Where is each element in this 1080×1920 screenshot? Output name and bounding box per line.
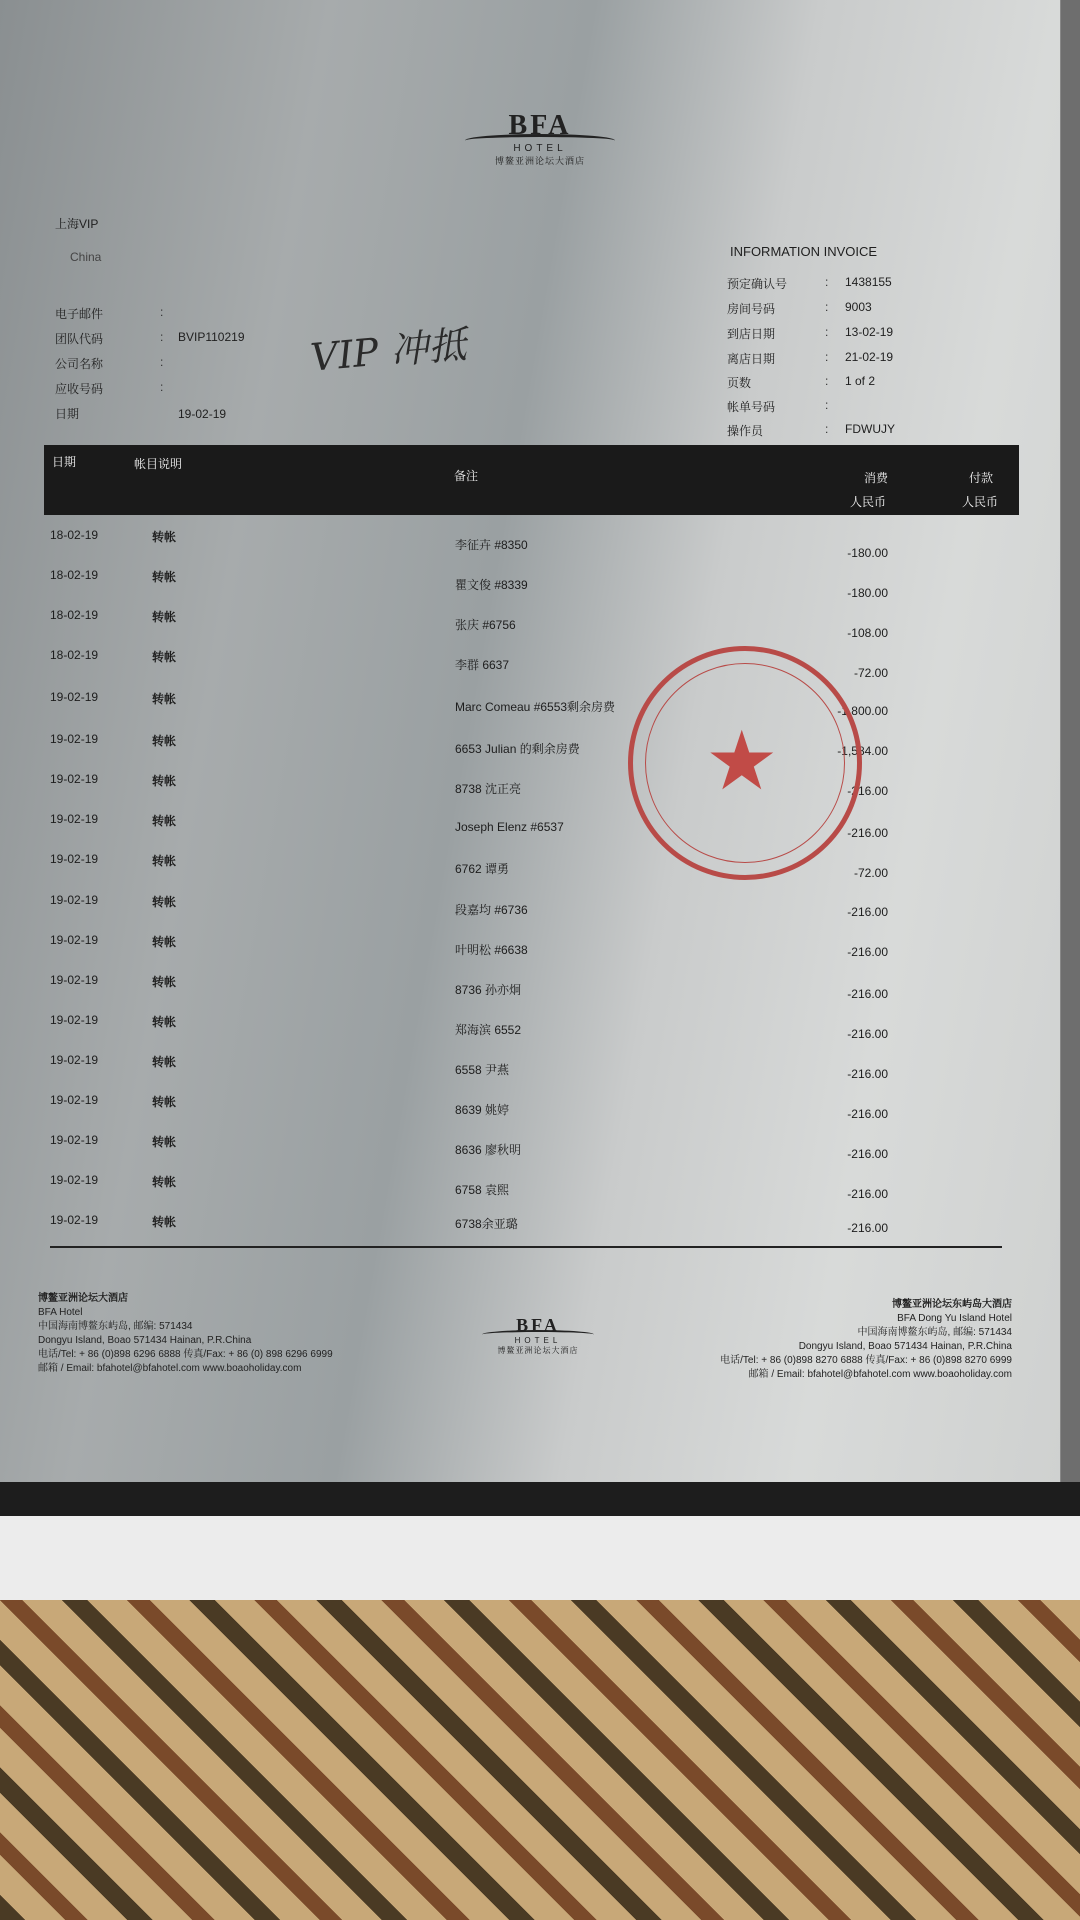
row-date: 19-02-19: [50, 690, 99, 704]
col-charge-currency: 人民币: [850, 495, 887, 509]
row-desc: 转帐: [152, 1095, 177, 1109]
row-date: 19-02-19: [50, 1213, 99, 1227]
invoice-field-label: 帐单号码: [727, 400, 776, 414]
row-remark: 8639 姚婷: [455, 1103, 510, 1117]
row-desc: 转帐: [152, 1055, 177, 1069]
table-bottom-rule: [50, 1246, 1002, 1248]
invoice-field-colon: :: [825, 374, 829, 388]
field-value: 19-02-19: [178, 407, 227, 421]
row-amount: -216.00: [847, 1067, 888, 1081]
invoice-field-value: 21-02-19: [845, 350, 894, 364]
row-amount: -180.00: [847, 546, 888, 560]
row-desc: 转帐: [152, 975, 177, 989]
row-desc: 转帐: [152, 814, 177, 828]
row-date: 18-02-19: [50, 648, 99, 662]
table-row: [0, 1053, 1060, 1093]
row-remark: 8736 孙亦炯: [455, 983, 522, 997]
invoice-field-label: 预定确认号: [727, 277, 788, 291]
col-payment-currency: 人民币: [962, 495, 999, 509]
footer-left-line: 博鳌亚洲论坛大酒店: [38, 1293, 128, 1304]
footer-right-line: 博鳌亚洲论坛东屿岛大酒店: [892, 1299, 1012, 1310]
row-remark: 李征卉 #8350: [455, 538, 528, 552]
row-remark: 6558 尹燕: [455, 1063, 510, 1077]
invoice-field-colon: :: [825, 300, 829, 314]
row-amount: -180.00: [847, 586, 888, 600]
row-amount: -216.00: [847, 1187, 888, 1201]
hotel-logo: [455, 112, 625, 167]
footer-logo-cn: 博鳌亚洲论坛大酒店: [497, 1346, 579, 1355]
logo-cn: 博鳌亚洲论坛大酒店: [494, 156, 585, 166]
field-colon: :: [160, 380, 164, 394]
company-seal: [628, 646, 862, 880]
row-remark: 8738 沈正亮: [455, 782, 522, 796]
table-row: [0, 893, 1060, 933]
footer-left-line: 电话/Tel: + 86 (0)898 6296 6888 传真/Fax: + 86 (0) 898 6296 6999: [38, 1349, 333, 1360]
row-date: 19-02-19: [50, 1013, 99, 1027]
row-date: 19-02-19: [50, 1133, 99, 1147]
carpet-background: [0, 1600, 1080, 1920]
footer-left-line: 中国海南博鳌东屿岛, 邮编: 571434: [38, 1321, 193, 1332]
footer-right-line: 电话/Tel: + 86 (0)898 8270 6888 传真/Fax: + 86 (0)898 8270 6999: [720, 1355, 1012, 1366]
footer-right: [720, 1298, 1012, 1382]
row-amount: -1,800.00: [837, 704, 888, 718]
row-date: 19-02-19: [50, 1093, 99, 1107]
row-desc: 转帐: [152, 650, 177, 664]
row-desc: 转帐: [152, 1215, 177, 1229]
row-amount: -216.00: [847, 1027, 888, 1041]
table-row: [0, 973, 1060, 1013]
table-row: [0, 933, 1060, 973]
row-date: 19-02-19: [50, 732, 99, 746]
row-date: 19-02-19: [50, 812, 99, 826]
table-row: [0, 812, 1060, 852]
row-remark: 李群 6637: [455, 658, 510, 672]
invoice-field-label: 离店日期: [727, 352, 776, 366]
invoice-field-value: 1 of 2: [845, 374, 876, 388]
row-desc: 转帐: [152, 854, 177, 868]
field-label: 团队代码: [55, 332, 104, 346]
row-date: 19-02-19: [50, 1173, 99, 1187]
table-row: [0, 1133, 1060, 1173]
row-remark: 6738余亚璐: [455, 1217, 518, 1231]
row-remark: 段嘉均 #6736: [455, 903, 528, 917]
footer-left-line: 邮箱 / Email: bfahotel@bfahotel.com www.boaoholiday.com: [38, 1363, 302, 1374]
row-desc: 转帐: [152, 1015, 177, 1029]
row-desc: 转帐: [152, 1135, 177, 1149]
table-row: [0, 690, 1060, 730]
footer-right-line: BFA Dong Yu Island Hotel: [897, 1313, 1012, 1324]
table-row: [0, 1013, 1060, 1053]
table-header: [44, 445, 1019, 515]
row-amount: -216.00: [847, 1221, 888, 1235]
row-desc: 转帐: [152, 734, 177, 748]
logo-mark: BFA: [508, 110, 572, 141]
row-remark: 瞿文俊 #8339: [455, 578, 528, 592]
logo-sub: HOTEL: [513, 143, 567, 154]
row-desc: 转帐: [152, 570, 177, 584]
row-date: 19-02-19: [50, 1053, 99, 1067]
footer-logo: [478, 1316, 598, 1356]
footer-left-line: Dongyu Island, Boao 571434 Hainan, P.R.China: [38, 1335, 252, 1346]
row-desc: 转帐: [152, 692, 177, 706]
row-date: 19-02-19: [50, 772, 99, 786]
row-desc: 转帐: [152, 895, 177, 909]
invoice-field-colon: :: [825, 350, 829, 364]
row-date: 18-02-19: [50, 568, 99, 582]
handwritten-note: VIP 冲抵: [308, 322, 469, 380]
col-charge-header: 消费: [864, 471, 889, 485]
row-date: 19-02-19: [50, 973, 99, 987]
row-amount: -216.00: [847, 784, 888, 798]
row-date: 18-02-19: [50, 528, 99, 542]
invoice-field-colon: :: [825, 325, 829, 339]
row-remark: 6758 袁熙: [455, 1183, 510, 1197]
row-remark: Joseph Elenz #6537: [455, 820, 564, 834]
underlying-sheet: [0, 1516, 1080, 1600]
row-amount: -1,584.00: [837, 744, 888, 758]
field-label: 公司名称: [55, 357, 104, 371]
row-amount: -216.00: [847, 1107, 888, 1121]
row-amount: -216.00: [847, 905, 888, 919]
col-payment-header: 付款: [969, 471, 994, 485]
table-row: [0, 852, 1060, 892]
row-remark: 6762 谭勇: [455, 862, 510, 876]
paper-shadow: [0, 1482, 1080, 1516]
row-date: 19-02-19: [50, 852, 99, 866]
footer-left-line: BFA Hotel: [38, 1307, 83, 1318]
invoice-field-value: 9003: [845, 300, 872, 314]
row-remark: 8636 廖秋明: [455, 1143, 522, 1157]
row-amount: -216.00: [847, 826, 888, 840]
row-amount: -108.00: [847, 626, 888, 640]
footer-right-line: 邮箱 / Email: bfahotel@bfahotel.com www.boaoholiday.com: [748, 1369, 1012, 1380]
table-row: [0, 1173, 1060, 1213]
field-label: 电子邮件: [55, 307, 104, 321]
row-remark: 张庆 #6756: [455, 618, 516, 632]
table-row: [0, 568, 1060, 608]
field-label: 日期: [55, 407, 80, 421]
invoice-field-label: 页数: [727, 376, 752, 390]
footer-logo-sub: HOTEL: [514, 1336, 562, 1345]
invoice-field-colon: :: [825, 275, 829, 289]
row-remark: 郑海滨 6552: [455, 1023, 522, 1037]
table-row: [0, 732, 1060, 772]
footer-right-line: Dongyu Island, Boao 571434 Hainan, P.R.China: [798, 1341, 1012, 1352]
row-remark: Marc Comeau #6553剩余房费: [455, 700, 616, 714]
field-colon: :: [160, 305, 164, 319]
invoice-field-label: 操作员: [727, 424, 764, 438]
row-date: 18-02-19: [50, 608, 99, 622]
footer-left: [38, 1292, 333, 1376]
field-label: 应收号码: [55, 382, 104, 396]
row-desc: 转帐: [152, 610, 177, 624]
guest-name: 上海VIP: [55, 217, 99, 231]
row-remark: 6653 Julian 的剩余房费: [455, 742, 580, 756]
invoice-field-value: 1438155: [845, 275, 892, 289]
row-amount: -216.00: [847, 945, 888, 959]
row-amount: -72.00: [853, 666, 888, 680]
invoice-title: INFORMATION INVOICE: [730, 244, 878, 259]
table-row: [0, 608, 1060, 648]
field-colon: :: [160, 330, 164, 344]
invoice-field-value: FDWUJY: [845, 422, 895, 436]
row-desc: 转帐: [152, 935, 177, 949]
table-row: [0, 1093, 1060, 1133]
invoice-field-label: 房间号码: [727, 302, 776, 316]
row-date: 19-02-19: [50, 893, 99, 907]
row-desc: 转帐: [152, 1175, 177, 1189]
invoice-field-colon: :: [825, 398, 829, 412]
table-row: [0, 528, 1060, 568]
row-desc: 转帐: [152, 530, 177, 544]
row-amount: -216.00: [847, 987, 888, 1001]
field-colon: :: [160, 355, 164, 369]
invoice-field-value: 13-02-19: [845, 325, 894, 339]
row-date: 19-02-19: [50, 933, 99, 947]
guest-country: China: [70, 250, 102, 264]
footer-right-line: 中国海南博鳌东屿岛, 邮编: 571434: [857, 1327, 1012, 1338]
footer-logo-mark: BFA: [516, 1315, 560, 1335]
table-row: [0, 648, 1060, 688]
invoice-field-colon: :: [825, 422, 829, 436]
row-amount: -72.00: [853, 866, 888, 880]
table-row: [0, 772, 1060, 812]
row-remark: 叶明松 #6638: [455, 943, 528, 957]
invoice-field-label: 到店日期: [727, 327, 776, 341]
seal-star-icon: ★: [705, 716, 779, 807]
row-amount: -216.00: [847, 1147, 888, 1161]
row-desc: 转帐: [152, 774, 177, 788]
col-date-header: 日期: [52, 455, 77, 469]
col-desc-header: 帐目说明: [134, 457, 183, 471]
field-value: BVIP110219: [178, 330, 245, 344]
col-remark-header: 备注: [454, 469, 479, 483]
